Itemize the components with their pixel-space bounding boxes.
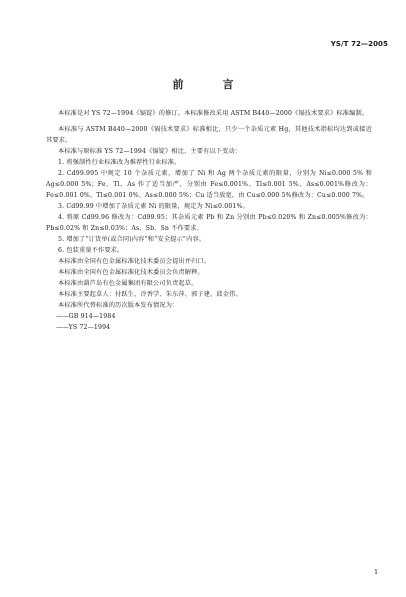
page-title: 前 言	[172, 78, 248, 91]
paragraph-comparison-astm: 本标准与 ASTM B440—2000《镉技术要求》标准相比，只少一个杂质元素 Hg，其他技术指标均达到或接近其要求。	[46, 126, 372, 144]
page-number: 1	[374, 568, 379, 576]
paragraph-changes-intro: 本标准与原标准 YS 72—1994《镉锭》相比，主要有以下变动：	[58, 148, 242, 155]
change-item-2: 2. Cd99.995 中规定 10 个杂质元素，增加了 Ni 和 Ag 两个杂质元素的限量，分别为 Ni≤0.000 5% 和 Ag≤0.000 5%；Fe、Tl、As 作了适当加严，分别由 Fe≤0.001%、Tl≤0.001 5%、As≤0.001%修改为：Fe≤0.001 0%、Tl≤0.001 0%、As≤0.000 5%；Cu 适当放宽，由 Cu≤0.000 5%修改为：Cu≤0.000 7%。	[46, 170, 372, 199]
change-item-6: 6. 包装重量不作要求。	[58, 247, 124, 254]
change-item-5: 5. 增加了“订货单(或合同)内容”和“安全提示”内容。	[58, 236, 206, 243]
paragraph-authors: 本标准主要起草人：付跃生、冷香学、朱东萍、郭子建、邱金伟。	[58, 291, 242, 298]
change-item-3: 3. Cd99.99 中增加了杂质元素 Ni 的限量，规定为 Ni≤0.001%。	[58, 203, 249, 210]
change-item-4: 4. 将原 Cd99.96 修改为：Cd99.95；其杂质元素 Pb 和 Zn 分别由 Pb≤0.020% 和 Zn≤0.005%修改为：Pb≤0.02% 和 Zn≤0.03%；As、Sb、Sn 不作要求。	[46, 214, 372, 232]
paragraph-drafter: 本标准由葫芦岛有色金属集团有限公司负责起草。	[58, 280, 198, 287]
paragraph-interpreter: 本标准由全国有色金属标准化技术委员会负责解释。	[58, 269, 204, 276]
foreword-body	[46, 108, 372, 333]
change-item-1: 1. 将强制性行业标准改为推荐性行业标准。	[58, 159, 181, 166]
paragraph-history-intro: 本标准所代替标准的历次版本发布情况为：	[58, 302, 179, 309]
paragraph-revision: 本标准是对 YS 72—1994《镉锭》的修订。本标准修改采用 ASTM B440—2000《镉技术要求》标准编制。	[58, 110, 369, 117]
history-item: ——YS 72—1994	[56, 324, 111, 331]
document-code: YS/T 72—2005	[330, 40, 388, 48]
paragraph-proposer: 本标准由全国有色金属标准化技术委员会提出并归口。	[58, 258, 211, 265]
history-item: ——GB 914—1984	[56, 313, 116, 320]
